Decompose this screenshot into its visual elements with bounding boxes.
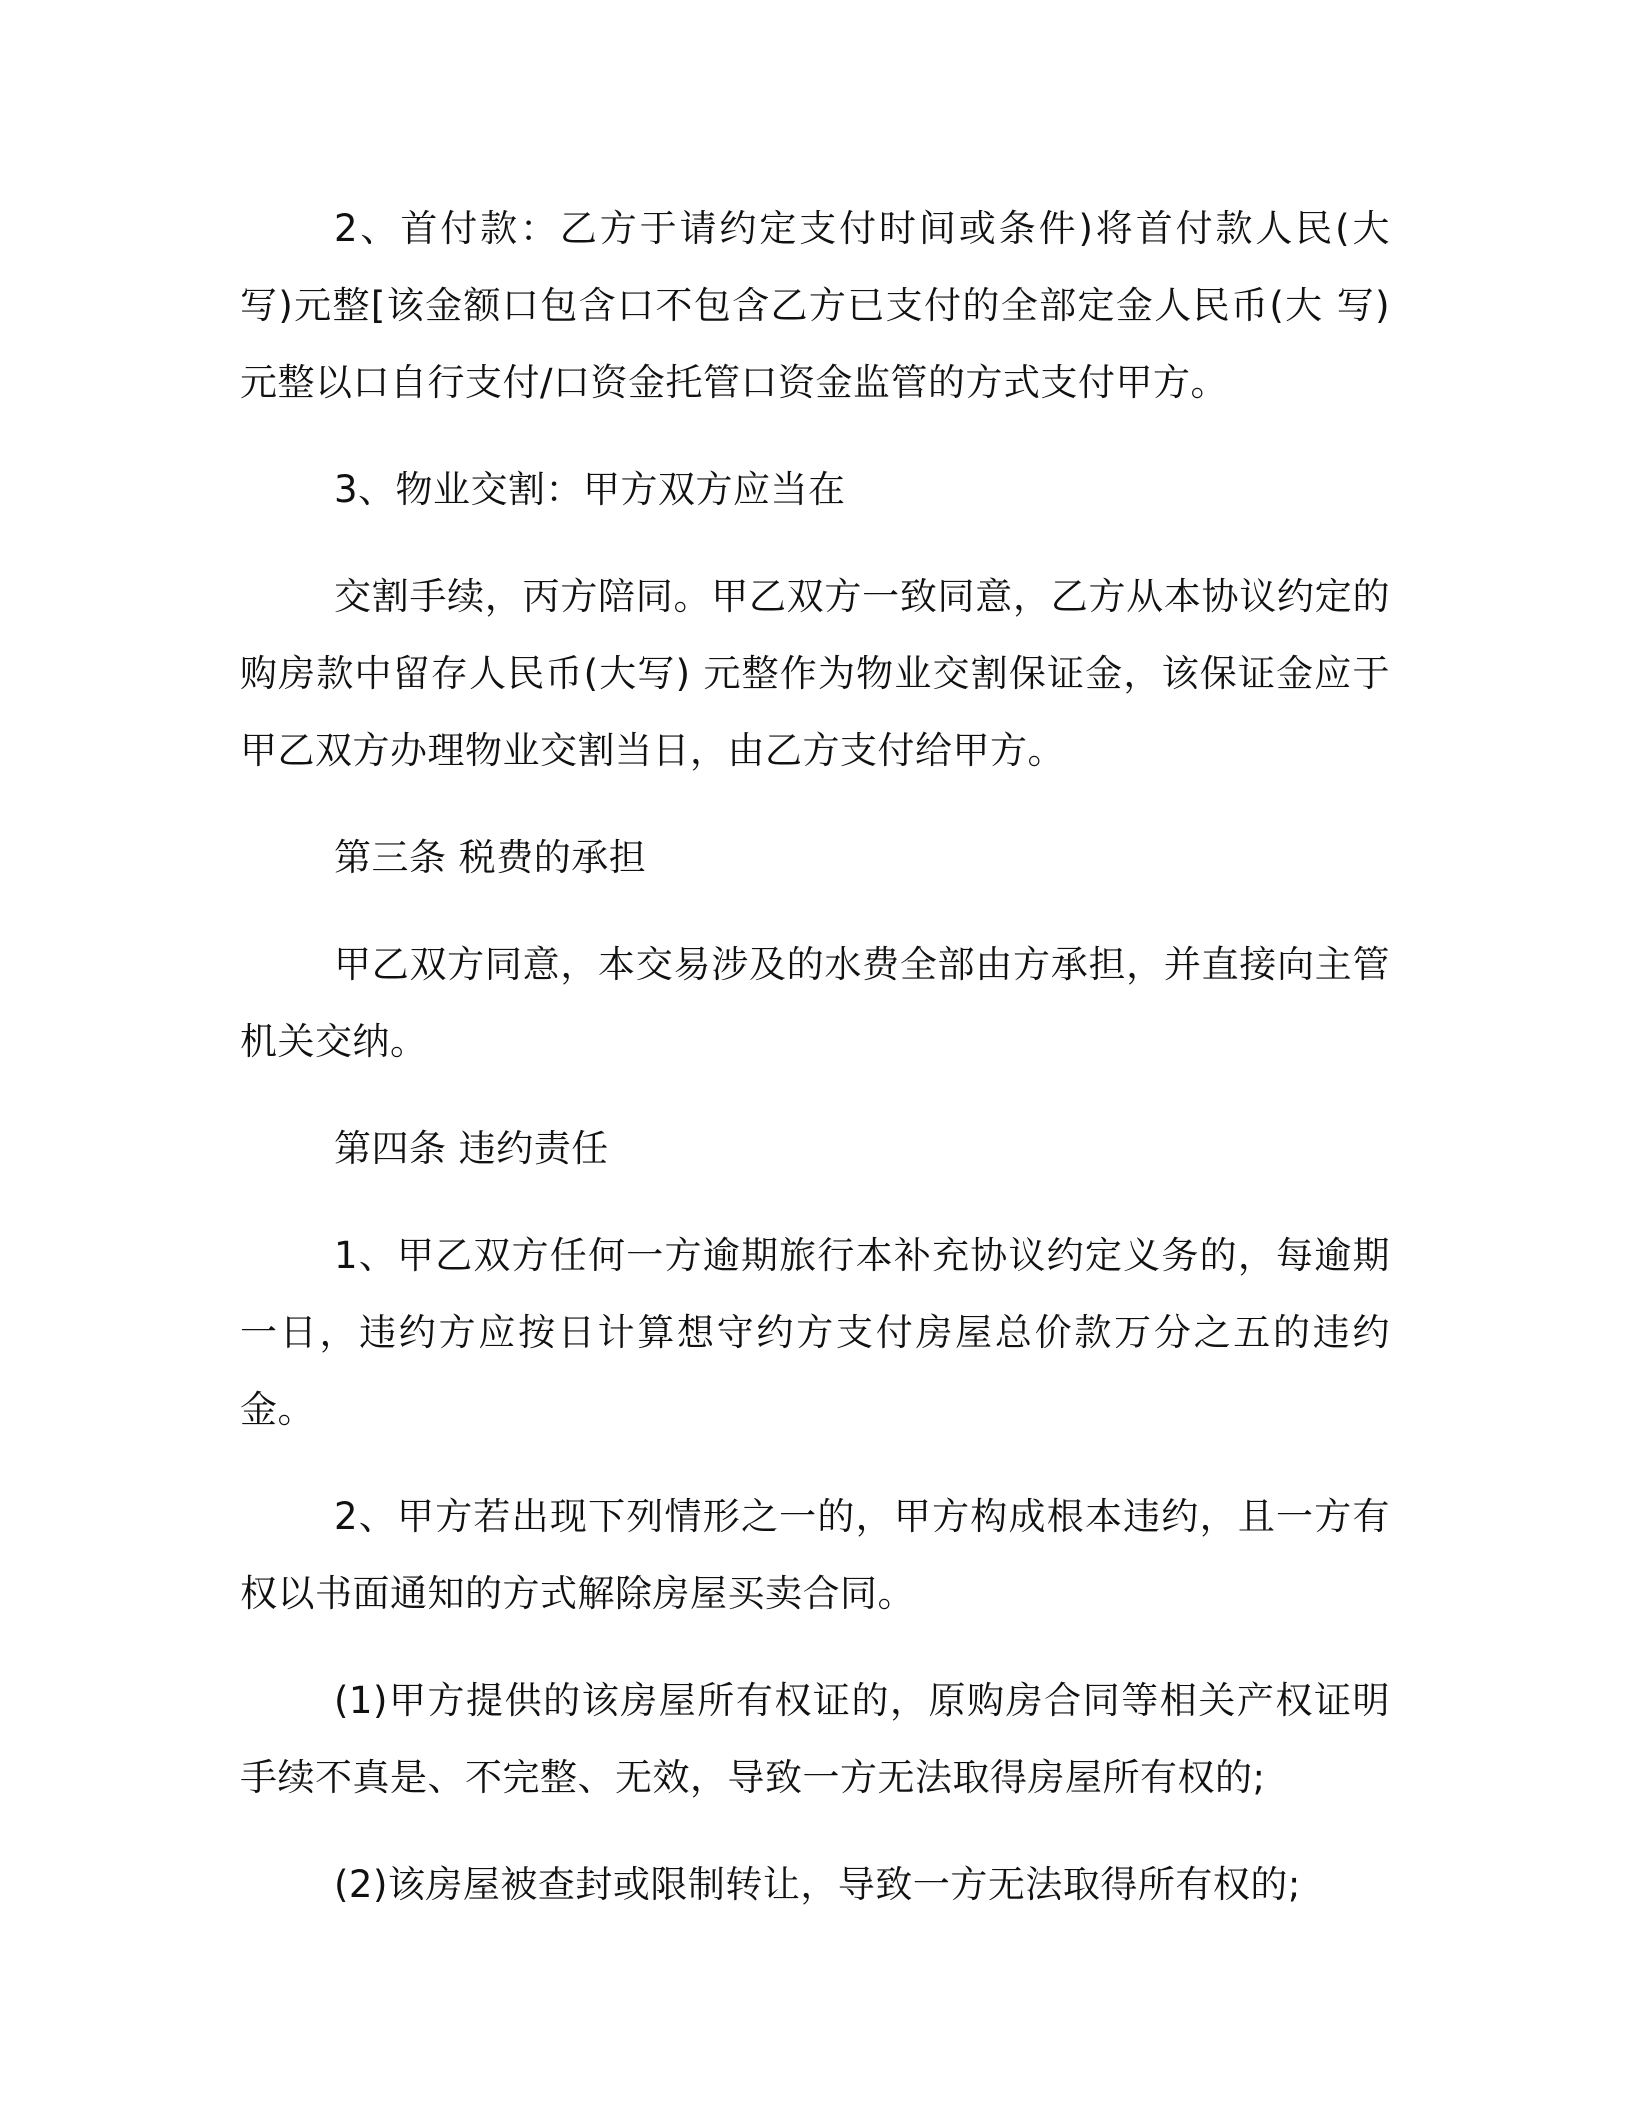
paragraph-breach-2: 2、甲方若出现下列情形之一的，甲方构成根本违约，且一方有权以书面通知的方式解除房屋买卖合同。 [240, 1495, 1390, 1615]
paragraph-taxes: 甲乙双方同意，本交易涉及的水费全部由方承担，并直接向主管机关交纳。 [240, 943, 1390, 1063]
document-page [240, 190, 1390, 1953]
paragraph-breach-item-1: (1)甲方提供的该房屋所有权证的，原购房合同等相关产权证明手续不真是、不完整、无效，导致一方无法取得房屋所有权的; [240, 1679, 1390, 1799]
paragraph-breach-item-2: (2)该房屋被查封或限制转让，导致一方无法取得所有权的; [334, 1863, 1301, 1906]
paragraph-handover-procedure: 交割手续，丙方陪同。甲乙双方一致同意，乙方从本协议约定的购房款中留存人民币(大写) 元整作为物业交割保证金，该保证金应于甲乙双方办理物业交割当日，由乙方支付给甲方。 [240, 575, 1390, 772]
paragraph-breach-1: 1、甲乙双方任何一方逾期旅行本补充协议约定义务的，每逾期一日，违约方应按日计算想守约方支付房屋总价款万分之五的违约金。 [240, 1234, 1390, 1431]
section-heading-taxes: 第三条 税费的承担 [334, 836, 647, 879]
paragraph-property-handover: 3、物业交割：甲方双方应当在 [334, 468, 846, 511]
section-heading-breach: 第四条 违约责任 [334, 1127, 609, 1170]
paragraph-down-payment: 2、首付款：乙方于请约定支付时间或条件)将首付款人民(大 写)元整[该金额口包含口不包含乙方已支付的全部定金人民币(大 写) 元整以口自行支付/口资金托管口资金监管的方式支付甲方。 [240, 207, 1390, 404]
